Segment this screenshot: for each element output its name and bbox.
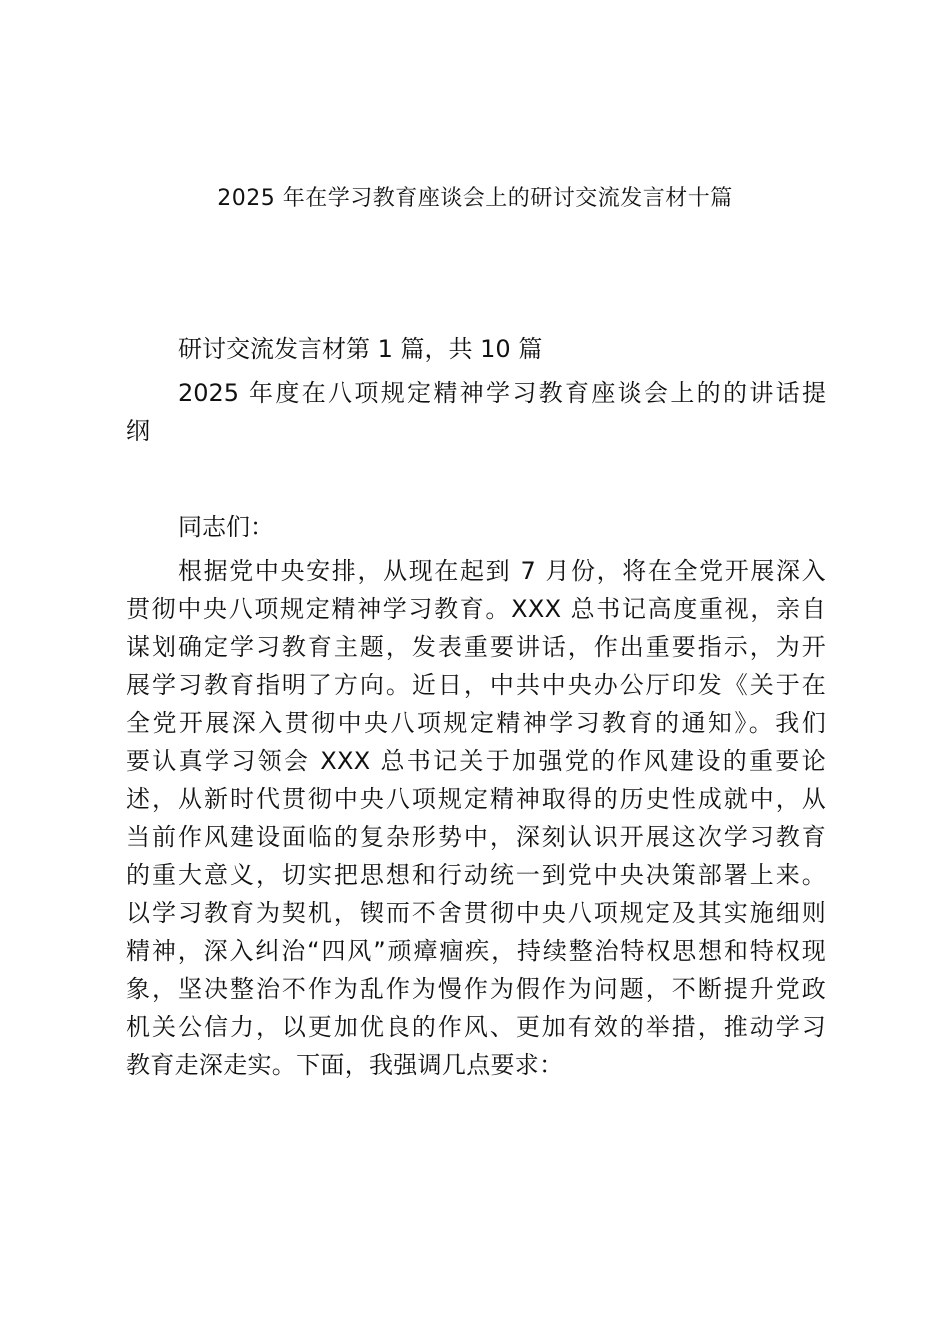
paragraph-line: 根据党中央安排，从现在起到 7 月份，将在全党开展深入: [178, 557, 826, 585]
paragraph-line: 的重大意义，切实把思想和行动统一到党中央决策部署上来。: [126, 861, 826, 889]
body-paragraph: [126, 552, 826, 1084]
paragraph-line: 象，坚决整治不作为乱作为慢作为假作为问题，不断提升党政: [126, 975, 826, 1003]
document-title: 2025 年在学习教育座谈会上的研讨交流发言材十篇: [217, 186, 733, 211]
paragraph-line: 教育走深走实。下面，我强调几点要求：: [126, 1051, 564, 1079]
paragraph-line: 全党开展深入贯彻中央八项规定精神学习教育的通知》。我们: [126, 709, 826, 737]
salutation: 同志们：: [178, 513, 274, 541]
paragraph-line: 机关公信力，以更加优良的作风、更加有效的举措，推动学习: [126, 1013, 826, 1041]
paragraph-line: 当前作风建设面临的复杂形势中，深刻认识开展这次学习教育: [126, 823, 826, 851]
speech-subtitle: [126, 374, 826, 450]
paragraph-line: 述，从新时代贯彻中央八项规定精神取得的历史性成就中，从: [126, 785, 826, 813]
paragraph-line: 贯彻中央八项规定精神学习教育。XXX 总书记高度重视，亲自: [126, 595, 826, 623]
subtitle-line: 纲: [126, 417, 150, 445]
paragraph-line: 要认真学习领会 XXX 总书记关于加强党的作风建设的重要论: [126, 747, 826, 775]
paragraph-line: 以学习教育为契机，锲而不舍贯彻中央八项规定及其实施细则: [126, 899, 826, 927]
series-label: 研讨交流发言材第 1 篇，共 10 篇: [178, 335, 543, 363]
paragraph-line: 精神，深入纠治“四风”顽瘴痼疾，持续整治特权思想和特权现: [126, 937, 826, 965]
paragraph-line: 展学习教育指明了方向。近日，中共中央办公厅印发《关于在: [126, 671, 826, 699]
subtitle-line: 2025 年度在八项规定精神学习教育座谈会上的的讲话提: [178, 379, 826, 407]
paragraph-line: 谋划确定学习教育主题，发表重要讲话，作出重要指示，为开: [126, 633, 826, 661]
